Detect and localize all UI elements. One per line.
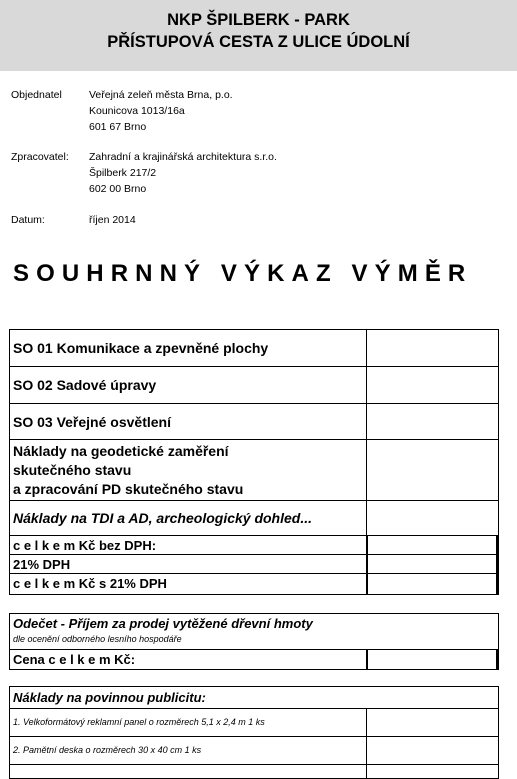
zpracovatel-block <box>11 149 431 199</box>
objednatel-block <box>11 87 431 137</box>
total-incl-vat-label: c e l k e m Kč s 21% DPH <box>13 576 167 591</box>
row-label: Náklady na TDI a AD, archeologický dohled... <box>13 510 313 526</box>
column-divider <box>366 650 368 669</box>
zpracovatel-value <box>89 149 429 197</box>
table-row <box>10 367 498 404</box>
vat-label: 21% DPH <box>13 557 71 572</box>
publicity-item: 1. Velkoformátový reklamní panel o rozměrech 5,1 x 2,4 m 1 ks <box>13 717 265 727</box>
header-band <box>0 0 517 71</box>
table-row <box>10 440 498 501</box>
column-divider <box>366 330 367 536</box>
column-divider <box>496 536 498 594</box>
table-row <box>10 501 498 536</box>
zpracovatel-line: Špilberk 217/2 <box>89 167 157 179</box>
totals-row <box>10 650 498 669</box>
row-label-line: a zpracování PD skutečného stavu <box>13 481 244 497</box>
column-divider <box>496 650 498 669</box>
table-row <box>10 709 498 737</box>
totals-row <box>10 574 498 594</box>
column-divider <box>366 536 368 594</box>
document-title: SOUHRNNÝ VÝKAZ VÝMĚR <box>13 260 473 287</box>
publicity-table <box>9 686 499 779</box>
row-label-line: Náklady na geodetické zaměření <box>13 443 229 459</box>
datum-block <box>11 212 431 229</box>
zpracovatel-label: Zpracovatel: <box>11 151 69 163</box>
zpracovatel-line: Zahradní a krajinářská architektura s.r.o. <box>89 151 277 163</box>
summary-table <box>9 329 499 595</box>
publicity-item: 2. Pamětní deska o rozměrech 30 x 40 cm 1 ks <box>13 745 202 755</box>
datum-label: Datum: <box>11 214 45 226</box>
table-row <box>10 404 498 440</box>
odecet-total-label: Cena c e l k e m Kč: <box>13 652 136 667</box>
totals-row <box>10 536 498 555</box>
totals-row <box>10 555 498 574</box>
publicity-title: Náklady na povinnou publicitu: <box>13 690 206 705</box>
zpracovatel-line: 602 00 Brno <box>89 183 147 195</box>
objednatel-line: Kounicova 1013/16a <box>89 105 185 117</box>
datum-value: říjen 2014 <box>89 214 136 226</box>
objednatel-label: Objednatel <box>11 89 62 101</box>
row-label-line: skutečného stavu <box>13 462 132 478</box>
odecet-table <box>9 613 499 670</box>
objednatel-line: 601 67 Brno <box>89 121 147 133</box>
header-title-line2: PŘÍSTUPOVÁ CESTA Z ULICE ÚDOLNÍ <box>107 33 410 51</box>
row-label: SO 03 Veřejné osvětlení <box>13 414 171 430</box>
table-row <box>10 614 498 650</box>
table-row <box>10 737 498 765</box>
odecet-note: dle ocenění odborného lesního hospodáře <box>13 634 182 644</box>
table-row <box>10 330 498 367</box>
row-label: SO 02 Sadové úpravy <box>13 377 157 393</box>
table-row <box>10 687 498 709</box>
objednatel-line: Veřejná zeleň města Brna, p.o. <box>89 89 233 101</box>
total-excl-vat-label: c e l k e m Kč bez DPH: <box>13 538 157 553</box>
column-divider <box>366 709 367 778</box>
row-label: SO 01 Komunikace a zpevněné plochy <box>13 340 269 356</box>
odecet-title: Odečet - Příjem za prodej vytěžené dřevní hmoty <box>13 616 313 631</box>
header-title-line1: NKP ŠPILBERK - PARK <box>167 11 350 29</box>
objednatel-value <box>89 87 429 135</box>
